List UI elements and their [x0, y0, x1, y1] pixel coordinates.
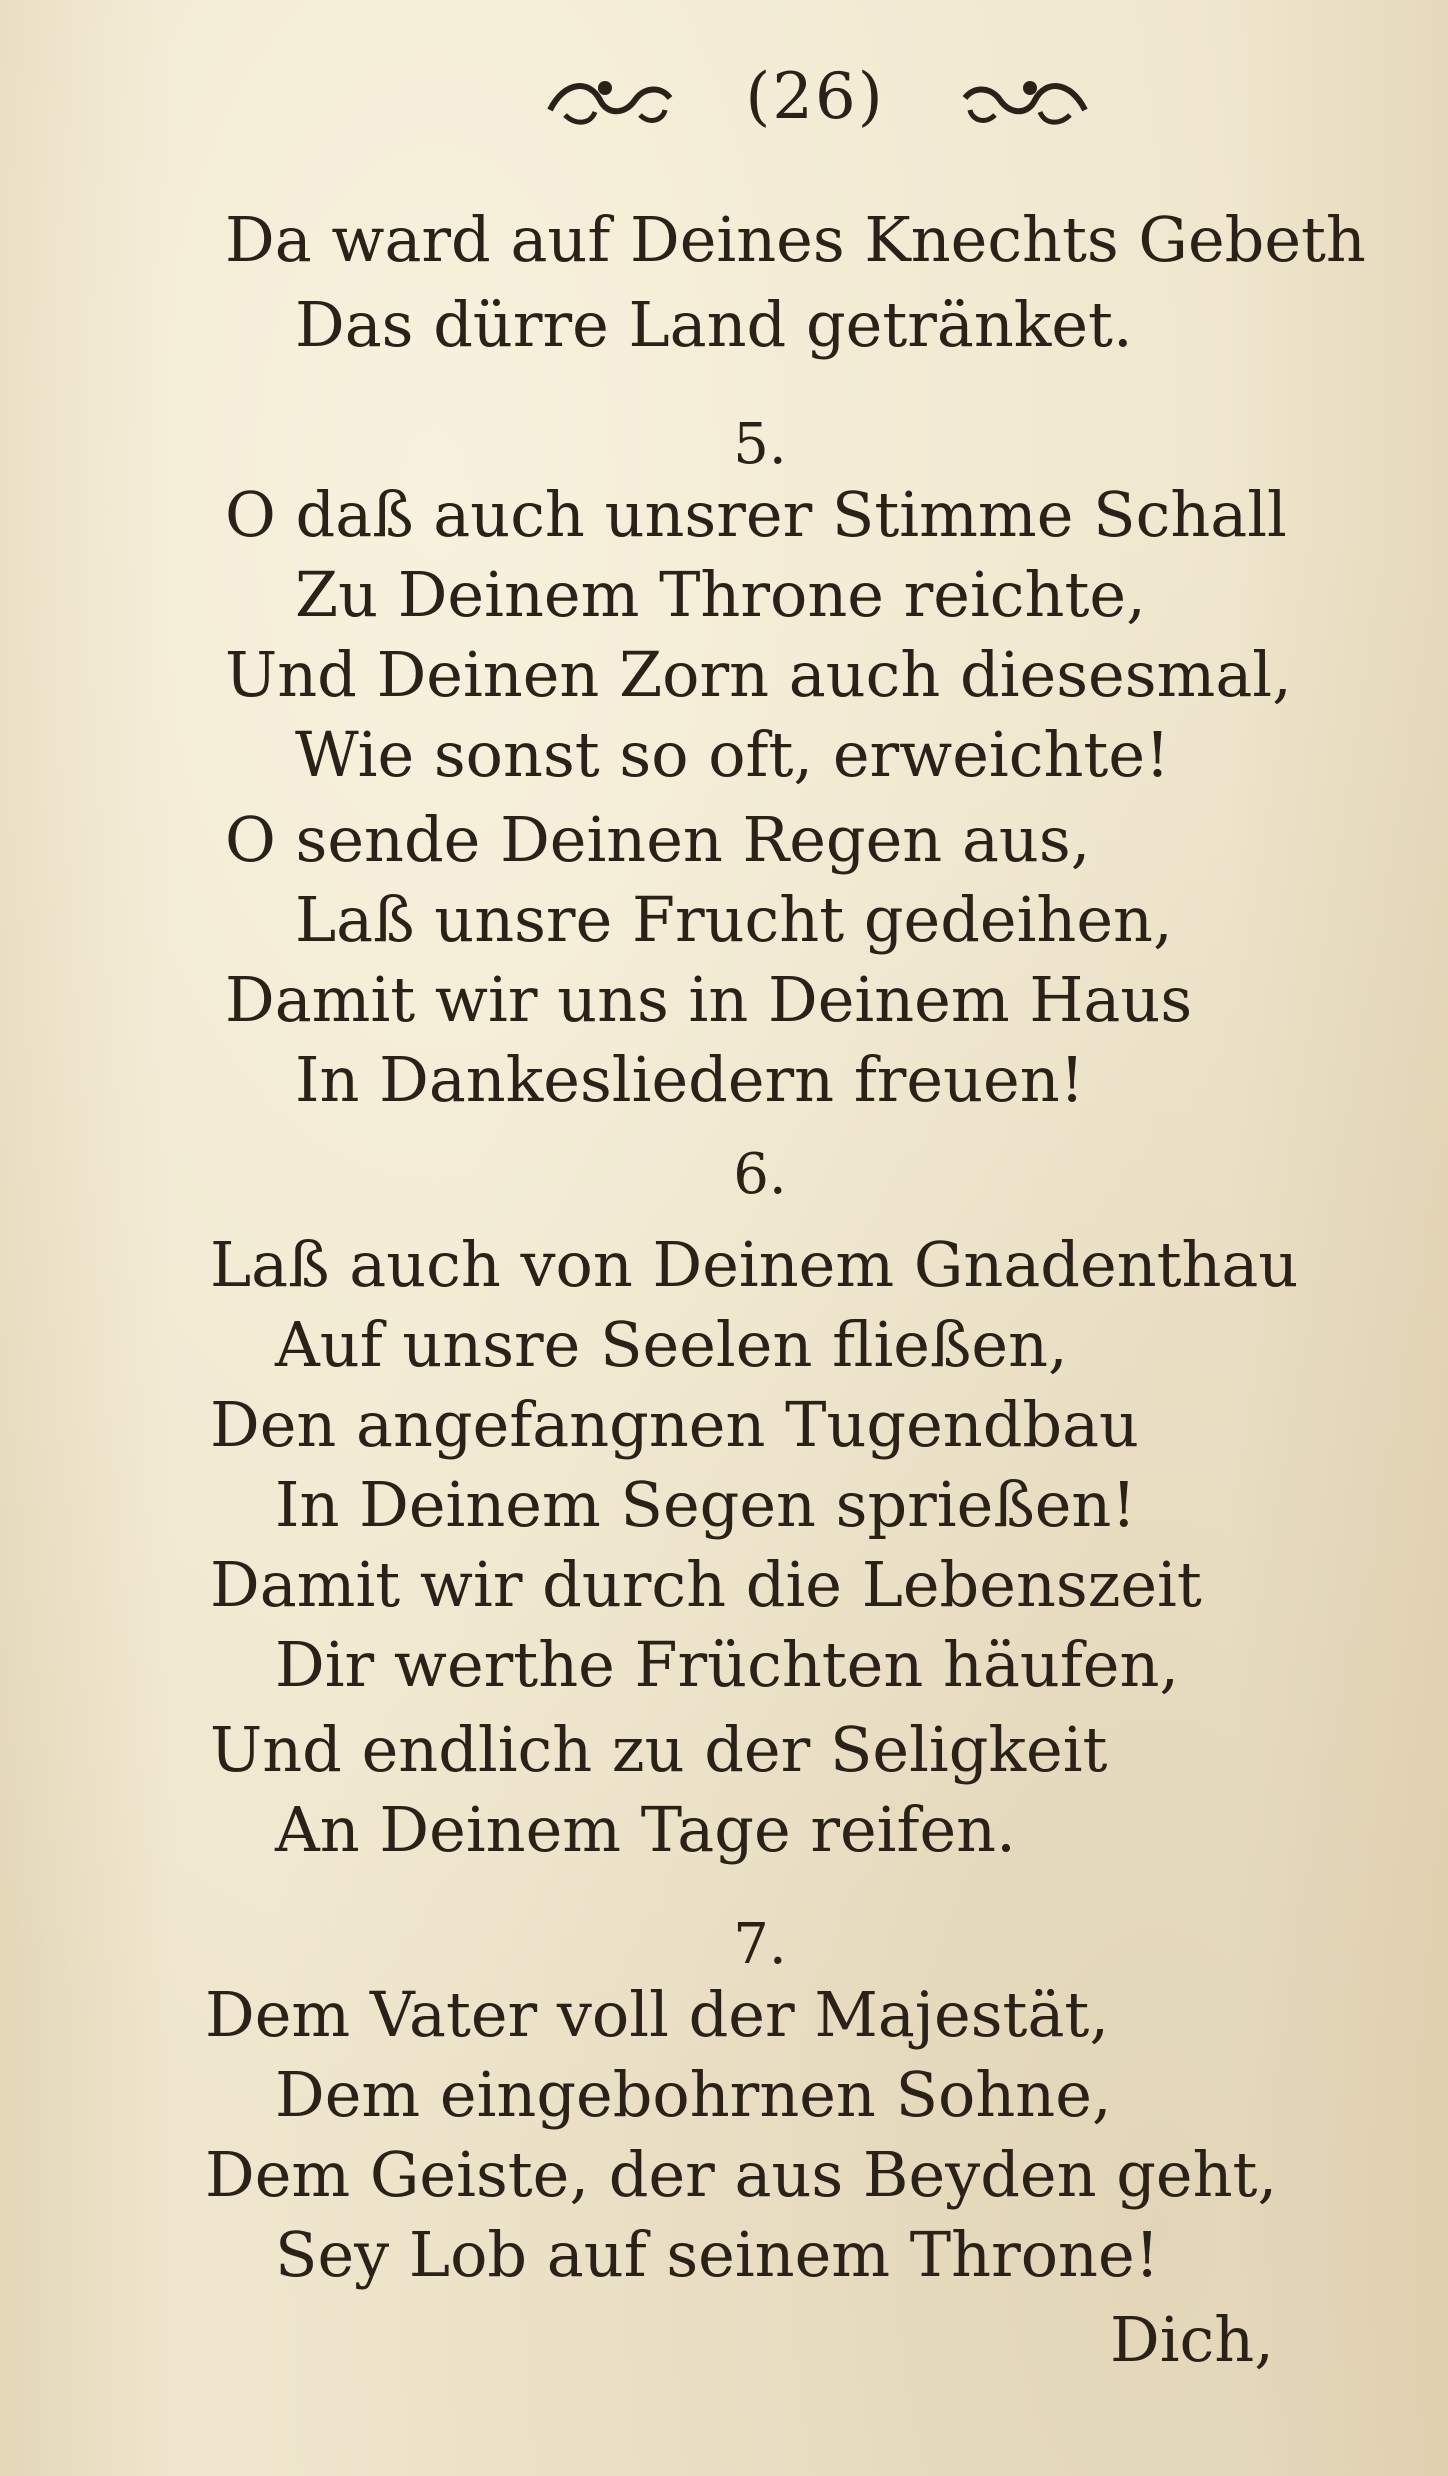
verse-line: Da ward auf Deines Knechts Gebeth: [225, 203, 1366, 276]
verse-line: Und endlich zu der Seligkeit: [210, 1713, 1108, 1786]
fleuron-icon: [960, 70, 1090, 130]
verse-line: Laß unsre Frucht gedeihen,: [295, 883, 1173, 956]
verse-line: Wie sonst so oft, erweichte!: [295, 718, 1170, 791]
verse-line: Das dürre Land getränket.: [295, 288, 1133, 361]
verse-line: Dir werthe Früchten häufen,: [275, 1628, 1180, 1701]
stanza-number: 6.: [733, 1142, 787, 1207]
verse-line: Auf unsre Seelen fließen,: [275, 1308, 1068, 1381]
verse-line: Laß auch von Deinem Gnadenthau: [210, 1228, 1299, 1301]
verse-line: Dem eingebohrnen Sohne,: [275, 2058, 1112, 2131]
stanza-number: 5.: [733, 412, 787, 477]
verse-line: Zu Deinem Throne reichte,: [295, 558, 1146, 631]
verse-line: Dem Geiste, der aus Beyden geht,: [205, 2138, 1278, 2211]
stanza-number: 7.: [733, 1912, 787, 1977]
verse-line: In Deinem Segen sprießen!: [275, 1468, 1137, 1541]
verse-line: Sey Lob auf seinem Throne!: [275, 2218, 1160, 2291]
verse-line: Damit wir durch die Lebenszeit: [210, 1548, 1202, 1621]
verse-line: O sende Deinen Regen aus,: [225, 803, 1091, 876]
verse-line: Dem Vater voll der Majestät,: [205, 1978, 1110, 2051]
verse-line: Damit wir uns in Deinem Haus: [225, 963, 1193, 1036]
page-number: (26): [745, 60, 885, 134]
catchword: Dich,: [1110, 2303, 1274, 2376]
page-header: [0, 60, 1448, 170]
verse-line: An Deinem Tage reifen.: [275, 1793, 1016, 1866]
verse-line: Den angefangnen Tugendbau: [210, 1388, 1139, 1461]
fleuron-icon: [545, 70, 675, 130]
verse-line: O daß auch unsrer Stimme Schall: [225, 478, 1287, 551]
verse-line: In Dankesliedern freuen!: [295, 1043, 1085, 1116]
verse-line: Und Deinen Zorn auch diesesmal,: [225, 638, 1292, 711]
